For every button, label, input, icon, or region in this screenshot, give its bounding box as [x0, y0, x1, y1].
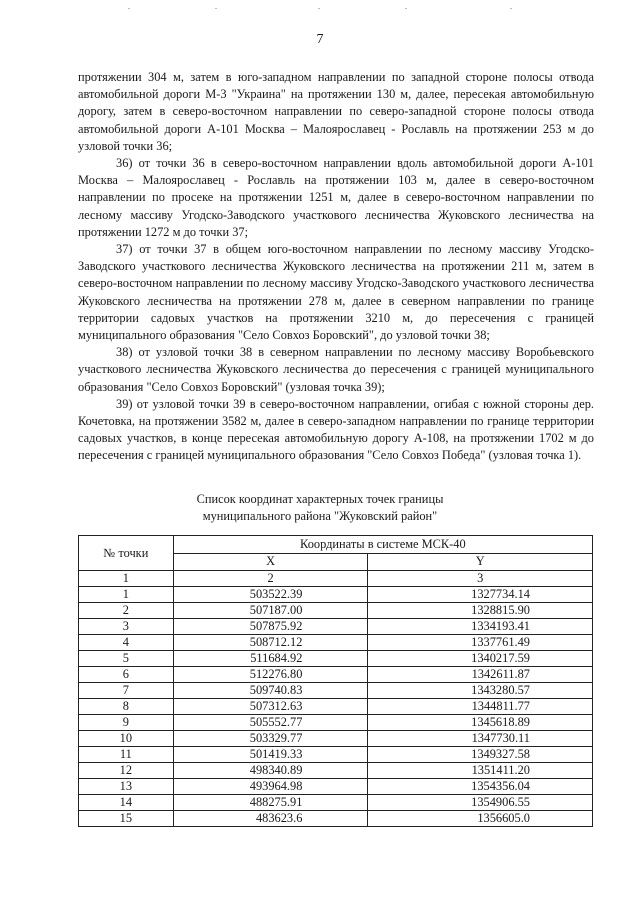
table-caption: [0, 491, 640, 525]
x-coordinate-cell: 505552.77: [173, 715, 368, 731]
index-cell: 2: [173, 571, 368, 587]
y-coordinate-cell: 1354356.04: [368, 779, 593, 795]
paragraph-item-37: 37) от точки 37 в общем юго-восточном направлении по лесному массиву Угодско-Заводского участкового лесничества Жуковского лесничества на протяжении 211 м, затем в северо-восточном направлении по лесному массиву Угодско-Заводского участкового лесничества Жуковского лесничества на протяжении 278 м, далее в северном направлении по границе территории садовых участков на протяжении 3210 м, до пересечения с границей муниципального образования "Село Совхоз Боровский", до узловой точки 38;: [78, 242, 594, 343]
point-number-cell: 7: [79, 683, 174, 699]
table-row: [79, 699, 593, 715]
table-row: [79, 763, 593, 779]
scan-artifact-dots: [0, 8, 640, 12]
table-row: [79, 651, 593, 667]
x-coordinate-cell: 503329.77: [173, 731, 368, 747]
table-row: [79, 619, 593, 635]
point-number-cell: 12: [79, 763, 174, 779]
x-coordinate-cell: 508712.12: [173, 635, 368, 651]
table-row: [79, 795, 593, 811]
table-header-row: [79, 536, 593, 554]
point-number-cell: 1: [79, 587, 174, 603]
y-coordinate-cell: 1342611.87: [368, 667, 593, 683]
y-coordinate-cell: 1351411.20: [368, 763, 593, 779]
x-coordinate-cell: 493964.98: [173, 779, 368, 795]
coordinate-rows: [79, 587, 593, 827]
paragraph-item-36: 36) от точки 36 в северо-восточном направлении вдоль автомобильной дороги А-101 Москва – Малоярославец - Рославль на протяжении 103 м, далее в северо-восточном направлении по просеке на протяжении 1251 м, далее в северо-восточном направлении по лесному массиву Угодско-Заводского участкового лесничества Жуковского лесничества на протяжении 1272 м до точки 37;: [78, 156, 594, 239]
caption-line-2: муниципального района "Жуковский район": [202, 509, 438, 523]
y-coordinate-cell: 1340217.59: [368, 651, 593, 667]
point-number-cell: 10: [79, 731, 174, 747]
y-coordinate-cell: 1347730.11: [368, 731, 593, 747]
y-coordinate-cell: 1337761.49: [368, 635, 593, 651]
x-coordinate-cell: 498340.89: [173, 763, 368, 779]
paragraph-continuation: протяжении 304 м, затем в юго-западном направлении по западной стороне полосы отвода автомобильной дороги М-3 "Украина" на протяжении 130 м, далее, пересекая автомобильную дорогу, затем в северо-восточном направлении по северо-западной стороне полосы отвода автомобильной дороги А-101 Москва – Малоярославец - Рославль на протяжении 253 м до узловой точки 36;: [78, 70, 594, 153]
y-coordinate-cell: 1344811.77: [368, 699, 593, 715]
x-coordinate-cell: 511684.92: [173, 651, 368, 667]
index-cell: 3: [368, 571, 593, 587]
y-coordinate-cell: 1354906.55: [368, 795, 593, 811]
point-number-cell: 5: [79, 651, 174, 667]
header-point-number: № точки: [79, 536, 174, 571]
header-y: Y: [368, 553, 593, 571]
header-coordinates: Координаты в системе МСК-40: [173, 536, 592, 554]
point-number-cell: 8: [79, 699, 174, 715]
y-coordinate-cell: 1345618.89: [368, 715, 593, 731]
paragraph-item-38: 38) от узловой точки 38 в северном направлении по лесному массиву Воробьевского участкового лесничества Жуковского лесничества до пересечения с границей муниципального образования "Село Совхоз Боровский" (узловая точка 39);: [78, 345, 594, 394]
x-coordinate-cell: 483623.6: [173, 811, 368, 827]
y-coordinate-cell: 1343280.57: [368, 683, 593, 699]
point-number-cell: 11: [79, 747, 174, 763]
x-coordinate-cell: 512276.80: [173, 667, 368, 683]
table-row: [79, 811, 593, 827]
table-row: [79, 603, 593, 619]
y-coordinate-cell: 1334193.41: [368, 619, 593, 635]
x-coordinate-cell: 509740.83: [173, 683, 368, 699]
index-cell: 1: [79, 571, 174, 587]
y-coordinate-cell: 1328815.90: [368, 603, 593, 619]
x-coordinate-cell: 507312.63: [173, 699, 368, 715]
y-coordinate-cell: 1349327.58: [368, 747, 593, 763]
point-number-cell: 14: [79, 795, 174, 811]
point-number-cell: 13: [79, 779, 174, 795]
point-number-cell: 4: [79, 635, 174, 651]
point-number-cell: 3: [79, 619, 174, 635]
point-number-cell: 2: [79, 603, 174, 619]
table-row: [79, 635, 593, 651]
table-row: [79, 667, 593, 683]
table-row: [79, 587, 593, 603]
x-coordinate-cell: 501419.33: [173, 747, 368, 763]
y-coordinate-cell: 1356605.0: [368, 811, 593, 827]
coordinates-table: [78, 535, 593, 827]
table-row: [79, 715, 593, 731]
point-number-cell: 15: [79, 811, 174, 827]
table-row: [79, 779, 593, 795]
table-row: [79, 731, 593, 747]
table-row: [79, 747, 593, 763]
page-number: 7: [316, 32, 324, 47]
table-row: [79, 683, 593, 699]
x-coordinate-cell: 488275.91: [173, 795, 368, 811]
caption-line-1: Список координат характерных точек границы: [196, 492, 444, 506]
point-number-cell: 6: [79, 667, 174, 683]
y-coordinate-cell: 1327734.14: [368, 587, 593, 603]
point-number-cell: 9: [79, 715, 174, 731]
x-coordinate-cell: 503522.39: [173, 587, 368, 603]
paragraph-item-39: 39) от узловой точки 39 в северо-восточном направлении, огибая с южной стороны дер. Кочетовка, на протяжении 3582 м, далее в северо-западном направлении по границе территории садовых участков, в конце пересекая автомобильную дорогу А-108, на протяжении 1702 м до пересечения с границей муниципального образования "Село Совхоз Победа" (узловая точка 1).: [78, 396, 594, 463]
body-text: [78, 69, 594, 465]
table-index-row: [79, 571, 593, 587]
x-coordinate-cell: 507187.00: [173, 603, 368, 619]
x-coordinate-cell: 507875.92: [173, 619, 368, 635]
header-x: X: [173, 553, 368, 571]
